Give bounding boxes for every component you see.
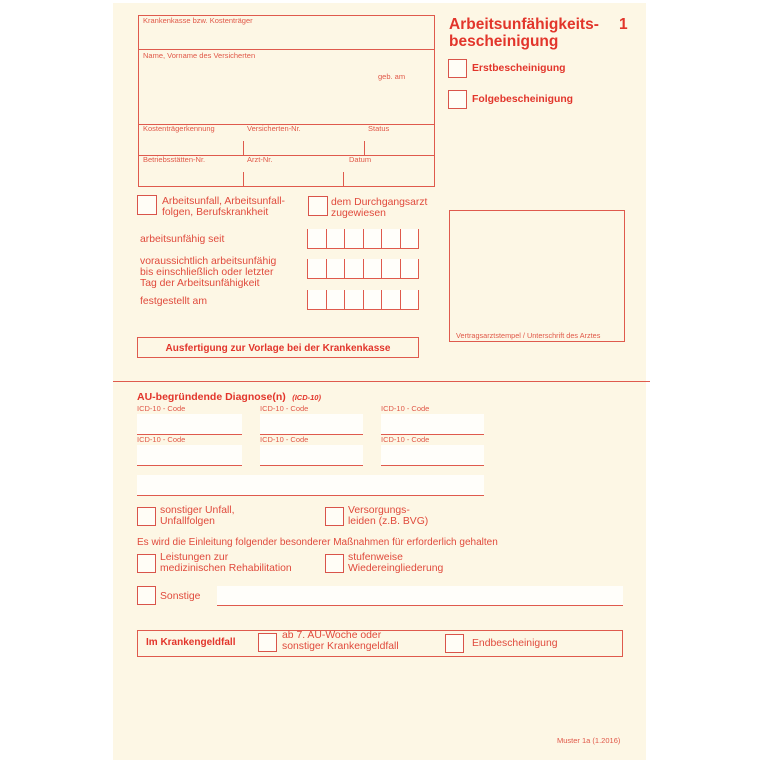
stamp-label: Vertragsarztstempel / Unterschrift des Arztes [456, 331, 601, 340]
copy-note: Ausfertigung zur Vorlage bei der Krankenkasse [165, 343, 391, 354]
date-digit-cell[interactable] [381, 229, 400, 248]
birthdate-label: geb. am [378, 72, 406, 81]
date-label: Datum [349, 155, 372, 164]
insured-data-box [138, 15, 435, 187]
status-label: Status [368, 124, 390, 133]
pension-damage-label [348, 506, 428, 527]
icd-code-field[interactable] [381, 445, 484, 466]
first-certificate-checkbox[interactable] [448, 59, 467, 78]
icd-code-label: ICD-10 - Code [137, 435, 186, 444]
icd-code-label: ICD-10 - Code [137, 404, 186, 413]
unfit-since-date [307, 229, 419, 249]
icd-code-field[interactable] [137, 445, 242, 466]
date-digit-cell[interactable] [344, 290, 363, 309]
date-digit-cell[interactable] [307, 229, 326, 248]
date-digit-cell[interactable] [326, 290, 345, 309]
pension-damage-checkbox[interactable] [325, 507, 344, 526]
date-digit-cell[interactable] [400, 259, 420, 278]
insured-name-label: Name, Vorname des Versicherten [143, 51, 256, 60]
reintegration-line: stufenweise [348, 552, 403, 563]
pension-damage-line: leiden (z.B. BVG) [348, 515, 429, 527]
form-version: Muster 1a (1.2016) [557, 736, 621, 745]
date-digit-cell[interactable] [400, 229, 420, 248]
insurer-field[interactable] [139, 16, 434, 49]
date-digit-cell[interactable] [344, 259, 363, 278]
final-certificate-checkbox[interactable] [445, 634, 464, 653]
expected-until-label [140, 256, 276, 289]
week7-label [282, 631, 399, 652]
practice-number-label: Betriebsstätten-Nr. [143, 155, 206, 164]
insured-number-label: Versicherten-Nr. [247, 124, 301, 133]
icd-code-label: ICD-10 - Code [381, 404, 430, 413]
icd-code-label: ICD-10 - Code [381, 435, 430, 444]
icd-code-field[interactable] [260, 414, 363, 435]
diagnosis-heading-text: AU-begründende Diagnose(n) [137, 391, 286, 403]
reintegration-line: Wiedereingliederung [348, 562, 444, 574]
date-digit-cell[interactable] [363, 259, 382, 278]
referred-line: zugewiesen [331, 208, 386, 219]
doctor-number-field[interactable] [243, 155, 343, 186]
sick-pay-box [137, 630, 623, 657]
form-title-line1: Arbeitsunfähigkeits- [449, 16, 599, 33]
measures-intro: Es wird die Einleitung folgender besonderer Maßnahmen für erforderlich gehalten [137, 537, 498, 548]
status-field[interactable] [364, 124, 434, 155]
expected-until-line: bis einschließlich oder letzter [140, 267, 274, 278]
work-accident-line: Arbeitsunfall, Arbeitsunfall- [162, 196, 286, 207]
icd-code-field[interactable] [381, 414, 484, 435]
referred-label [331, 197, 427, 219]
reintegration-checkbox[interactable] [325, 554, 344, 573]
date-digit-cell[interactable] [363, 290, 382, 309]
referred-line: dem Durchgangsarzt [331, 197, 428, 208]
icd-code-field[interactable] [137, 414, 242, 435]
followup-certificate-checkbox[interactable] [448, 90, 467, 109]
form-title-line2: bescheinigung [449, 33, 559, 50]
sick-pay-label: Im Krankengeldfall [146, 637, 236, 648]
diagnosis-text-field[interactable] [137, 475, 484, 496]
date-digit-cell[interactable] [307, 259, 326, 278]
date-digit-cell[interactable] [400, 290, 420, 309]
date-field[interactable] [343, 155, 434, 186]
week7-checkbox[interactable] [258, 633, 277, 652]
expected-until-date [307, 259, 419, 279]
week7-line: sonstiger Krankengeldfall [282, 640, 399, 652]
field-divider-tick [243, 172, 244, 186]
field-divider-tick [343, 172, 344, 186]
field-divider-tick [364, 141, 365, 155]
first-certificate-label: Erstbescheinigung [472, 63, 566, 74]
final-certificate-label: Endbescheinigung [472, 638, 558, 649]
pension-damage-line: Versorgungs- [348, 505, 410, 516]
doctor-number-label: Arzt-Nr. [247, 155, 273, 164]
other-measures-field[interactable] [217, 586, 623, 606]
date-digit-cell[interactable] [381, 259, 400, 278]
date-digit-cell[interactable] [381, 290, 400, 309]
expected-until-line: voraussichtlich arbeitsunfähig [140, 256, 277, 267]
copy-number: 1 [619, 16, 628, 33]
diagnosis-heading [137, 390, 321, 404]
form-title [449, 16, 599, 50]
other-accident-line: sonstiger Unfall, [160, 505, 235, 516]
determined-on-date [307, 290, 419, 310]
rehab-line: Leistungen zur [160, 552, 229, 563]
insurer-id-field[interactable] [139, 124, 243, 155]
insurer-id-label: Kostenträgerkennung [143, 124, 215, 133]
other-accident-checkbox[interactable] [137, 507, 156, 526]
field-divider-tick [243, 141, 244, 155]
copy-note-box [137, 337, 419, 358]
date-digit-cell[interactable] [344, 229, 363, 248]
work-accident-label [162, 196, 285, 218]
referred-checkbox[interactable] [308, 196, 328, 216]
diagnosis-heading-note: (ICD-10) [292, 393, 321, 402]
reintegration-label [348, 553, 443, 574]
icd-code-field[interactable] [260, 445, 363, 466]
rehab-label [160, 553, 292, 574]
unfit-since-label: arbeitsunfähig seit [140, 234, 225, 245]
work-accident-line: folgen, Berufskrankheit [162, 207, 269, 218]
icd-code-label: ICD-10 - Code [260, 404, 309, 413]
rehab-line: medizinischen Rehabilitation [160, 562, 292, 574]
work-accident-checkbox[interactable] [137, 195, 157, 215]
rehab-checkbox[interactable] [137, 554, 156, 573]
doctor-stamp-signature-field[interactable] [449, 210, 625, 342]
date-digit-cell[interactable] [307, 290, 326, 309]
other-measures-label: Sonstige [160, 591, 201, 602]
expected-until-line: Tag der Arbeitsunfähigkeit [140, 278, 260, 289]
icd-code-label: ICD-10 - Code [260, 435, 309, 444]
date-digit-cell[interactable] [363, 229, 382, 248]
followup-certificate-label: Folgebescheinigung [472, 94, 574, 105]
date-digit-cell[interactable] [326, 229, 345, 248]
practice-number-field[interactable] [139, 155, 243, 186]
determined-on-label: festgestellt am [140, 296, 207, 307]
other-measures-checkbox[interactable] [137, 586, 156, 605]
section-separator [113, 381, 650, 382]
insured-number-field[interactable] [243, 124, 364, 155]
week7-line: ab 7. AU-Woche oder [282, 630, 382, 641]
date-digit-cell[interactable] [326, 259, 345, 278]
insurer-label: Krankenkasse bzw. Kostenträger [143, 16, 253, 25]
insured-name-field[interactable] [139, 49, 434, 124]
other-accident-label [160, 506, 235, 527]
other-accident-line: Unfallfolgen [160, 515, 215, 527]
